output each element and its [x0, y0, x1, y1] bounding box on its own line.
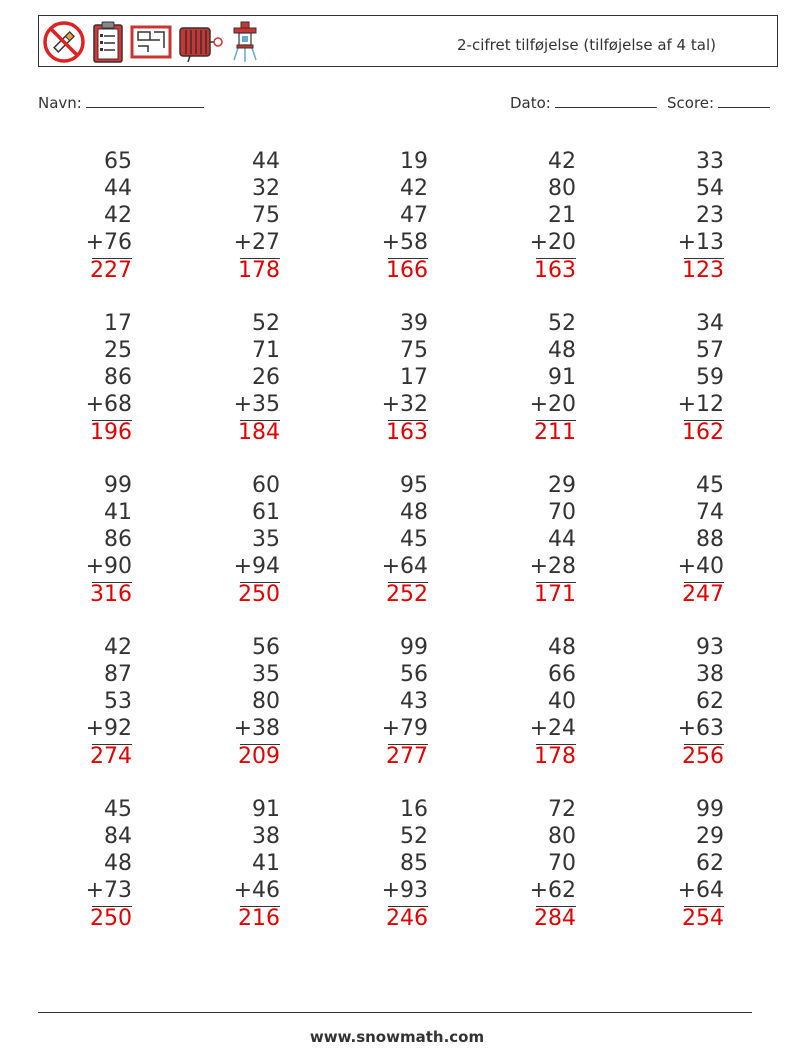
addend: 17: [104, 311, 132, 336]
addend: 52: [548, 311, 576, 336]
problem-2-4: [506, 310, 576, 449]
date-field[interactable]: [510, 93, 657, 112]
addend: +58: [381, 230, 428, 255]
addend: 29: [696, 824, 724, 849]
addend: 61: [252, 500, 280, 525]
answer: 252: [386, 582, 428, 607]
addend: 47: [400, 203, 428, 228]
addend: 42: [548, 149, 576, 174]
answer: 284: [534, 906, 576, 931]
addend: 91: [548, 365, 576, 390]
no-smoking-icon: [42, 20, 86, 64]
answer: 123: [682, 258, 724, 283]
addend: 95: [400, 473, 428, 498]
addend: 43: [400, 689, 428, 714]
problem-3-2: [210, 472, 280, 611]
name-label: Navn:: [38, 94, 82, 112]
addend: 41: [104, 500, 132, 525]
addend: 56: [400, 662, 428, 687]
score-blank[interactable]: [718, 93, 770, 108]
answer: 250: [90, 906, 132, 931]
addend: +20: [529, 392, 576, 417]
problem-1-1: [62, 148, 132, 287]
addend: 93: [696, 635, 724, 660]
addend: +94: [233, 554, 280, 579]
answer: 178: [238, 258, 280, 283]
addend: 71: [252, 338, 280, 363]
date-blank[interactable]: [555, 93, 657, 108]
addend: +20: [529, 230, 576, 255]
addend: 44: [252, 149, 280, 174]
addend: +90: [85, 554, 132, 579]
score-label: Score:: [667, 94, 715, 112]
addend: +12: [677, 392, 724, 417]
addend: +68: [85, 392, 132, 417]
addend: 38: [252, 824, 280, 849]
answer: 227: [90, 258, 132, 283]
answer: 316: [90, 582, 132, 607]
problem-4-5: [654, 634, 724, 773]
addend: +46: [233, 878, 280, 903]
addend: 48: [548, 338, 576, 363]
fire-hose-reel-icon: [178, 20, 224, 64]
addend: +32: [381, 392, 428, 417]
answer: 254: [682, 906, 724, 931]
floor-plan-icon: [130, 20, 172, 64]
addend: 25: [104, 338, 132, 363]
addend: 80: [252, 689, 280, 714]
addend: 72: [548, 797, 576, 822]
addend: 48: [104, 851, 132, 876]
addend: 65: [104, 149, 132, 174]
answer: 250: [238, 582, 280, 607]
addend: 48: [548, 635, 576, 660]
worksheet-header: [38, 15, 778, 67]
name-blank[interactable]: [86, 93, 204, 108]
addend: 42: [400, 176, 428, 201]
problem-3-1: [62, 472, 132, 611]
answer: 274: [90, 744, 132, 769]
addend: 45: [400, 527, 428, 552]
problem-2-3: [358, 310, 428, 449]
addend: 99: [104, 473, 132, 498]
addend: 88: [696, 527, 724, 552]
addend: 70: [548, 851, 576, 876]
answer: 209: [238, 744, 280, 769]
problem-4-3: [358, 634, 428, 773]
addend: 45: [696, 473, 724, 498]
score-field[interactable]: [667, 93, 770, 112]
answer: 171: [534, 582, 576, 607]
addend: 52: [252, 311, 280, 336]
problem-5-3: [358, 796, 428, 935]
addend: 80: [548, 824, 576, 849]
problem-2-2: [210, 310, 280, 449]
problem-2-5: [654, 310, 724, 449]
addend: 75: [400, 338, 428, 363]
problem-4-1: [62, 634, 132, 773]
addend: 44: [104, 176, 132, 201]
addend: +24: [529, 716, 576, 741]
problem-1-4: [506, 148, 576, 287]
footer-divider: [38, 1012, 752, 1013]
addend: 23: [696, 203, 724, 228]
problem-3-3: [358, 472, 428, 611]
addend: +73: [85, 878, 132, 903]
problem-1-5: [654, 148, 724, 287]
addend: 52: [400, 824, 428, 849]
addend: +76: [85, 230, 132, 255]
addend: +35: [233, 392, 280, 417]
addend: 16: [400, 797, 428, 822]
addend: 59: [696, 365, 724, 390]
addend: 53: [104, 689, 132, 714]
answer: 163: [386, 420, 428, 445]
addend: +63: [677, 716, 724, 741]
answer: 216: [238, 906, 280, 931]
problem-5-1: [62, 796, 132, 935]
clipboard-checklist-icon: [92, 20, 124, 64]
addend: 62: [696, 689, 724, 714]
addend: +64: [381, 554, 428, 579]
problem-5-4: [506, 796, 576, 935]
answer: 162: [682, 420, 724, 445]
addend: 21: [548, 203, 576, 228]
addend: 17: [400, 365, 428, 390]
addend: 74: [696, 500, 724, 525]
problem-4-4: [506, 634, 576, 773]
addend: +62: [529, 878, 576, 903]
addend: 56: [252, 635, 280, 660]
addend: 99: [696, 797, 724, 822]
addend: 48: [400, 500, 428, 525]
icon-strip: [42, 20, 260, 64]
addend: 86: [104, 527, 132, 552]
addend: 35: [252, 527, 280, 552]
addend: 57: [696, 338, 724, 363]
addend: 41: [252, 851, 280, 876]
problem-5-5: [654, 796, 724, 935]
addend: 60: [252, 473, 280, 498]
footer-site: www.snowmath.com: [309, 1028, 485, 1046]
answer: 256: [682, 744, 724, 769]
addend: 42: [104, 203, 132, 228]
problem-2-1: [62, 310, 132, 449]
answer: 166: [386, 258, 428, 283]
problem-3-5: [654, 472, 724, 611]
addend: +13: [677, 230, 724, 255]
addend: 35: [252, 662, 280, 687]
addend: 85: [400, 851, 428, 876]
answer: 184: [238, 420, 280, 445]
answer: 246: [386, 906, 428, 931]
answer: 163: [534, 258, 576, 283]
addend: 34: [696, 311, 724, 336]
addend: 87: [104, 662, 132, 687]
addend: 44: [548, 527, 576, 552]
problem-1-3: [358, 148, 428, 287]
addend: 38: [696, 662, 724, 687]
addend: 42: [104, 635, 132, 660]
name-field[interactable]: [38, 93, 204, 112]
addend: 62: [696, 851, 724, 876]
problem-1-2: [210, 148, 280, 287]
addend: 80: [548, 176, 576, 201]
addend: 84: [104, 824, 132, 849]
addend: +93: [381, 878, 428, 903]
addend: 86: [104, 365, 132, 390]
addend: +40: [677, 554, 724, 579]
addend: 40: [548, 689, 576, 714]
addend: +92: [85, 716, 132, 741]
addend: +64: [677, 878, 724, 903]
addend: 45: [104, 797, 132, 822]
addend: +38: [233, 716, 280, 741]
problem-5-2: [210, 796, 280, 935]
addend: 70: [548, 500, 576, 525]
addend: 66: [548, 662, 576, 687]
addend: +79: [381, 716, 428, 741]
date-label: Dato:: [510, 94, 551, 112]
addend: 39: [400, 311, 428, 336]
addend: 26: [252, 365, 280, 390]
answer: 211: [534, 420, 576, 445]
problem-3-4: [506, 472, 576, 611]
answer: 277: [386, 744, 428, 769]
addend: 54: [696, 176, 724, 201]
addend: 32: [252, 176, 280, 201]
answer: 178: [534, 744, 576, 769]
addend: 99: [400, 635, 428, 660]
addend: 91: [252, 797, 280, 822]
addend: 33: [696, 149, 724, 174]
answer: 247: [682, 582, 724, 607]
worksheet-title: 2-cifret tilføjelse (tilføjelse af 4 tal): [457, 36, 716, 54]
addend: 75: [252, 203, 280, 228]
addend: 29: [548, 473, 576, 498]
sprinkler-icon: [230, 20, 260, 64]
addend: 19: [400, 149, 428, 174]
answer: 196: [90, 420, 132, 445]
addend: +27: [233, 230, 280, 255]
addend: +28: [529, 554, 576, 579]
problem-4-2: [210, 634, 280, 773]
